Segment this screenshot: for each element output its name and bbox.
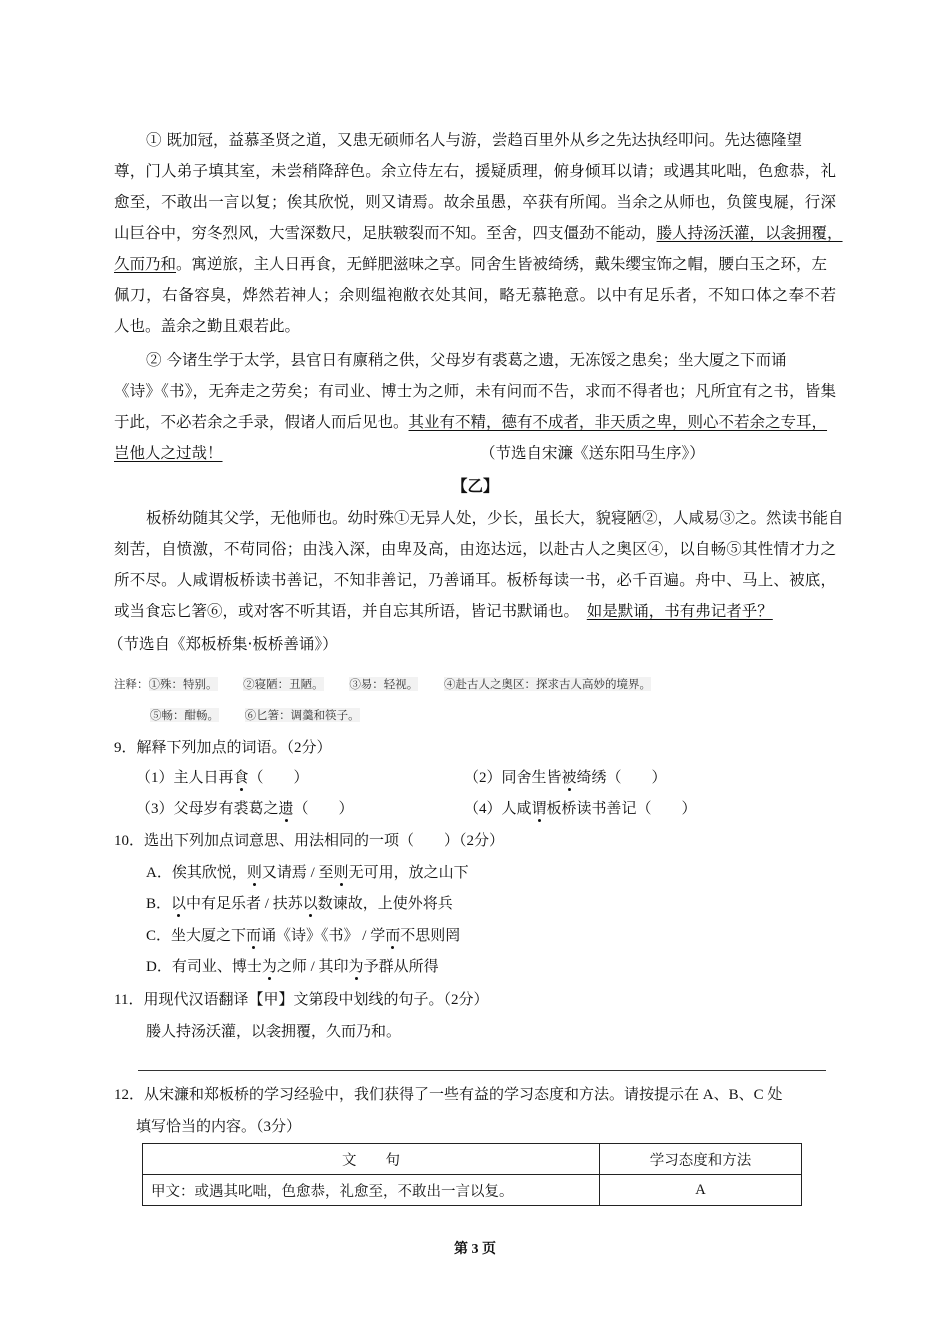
- answer-line[interactable]: [138, 1070, 826, 1071]
- question-10-stem: 10．选出下列加点词意思、用法相同的一项（ ）（2分）: [114, 833, 505, 849]
- dotted-word: 谓: [531, 801, 547, 817]
- question-12-stem-line2: 填写恰当的内容。（3分）: [136, 1119, 302, 1135]
- table-row: [143, 1175, 802, 1206]
- table-header-row: [143, 1144, 802, 1175]
- underlined-sentence-end: 岂他人之过哉！: [114, 444, 223, 462]
- dotted-word: 食: [233, 770, 249, 786]
- passage-yi-line2: 刻苦，自愤激，不苟同俗；由浅入深，由卑及高，由迩达远，以赴古人之奥区④，以自畅⑤其性情才力之: [114, 540, 836, 558]
- dotted-word: 被: [561, 770, 577, 786]
- notes-line1: 注释：①殊：特别。 ②寝陋：丑陋。 ③易：轻视。 ④赴古人之奥区：探求古人高妙的境界。: [114, 677, 651, 691]
- underlined-sentence-end: 久而乃和: [114, 255, 177, 273]
- question-10-option-c: C．坐大厦之下而诵《诗》《书》 / 学而不思则罔: [146, 928, 461, 944]
- passage-jia-p1-line4: 山巨谷中，穷冬烈风，大雪深数尺，足肤皲裂而不知。至舍，四支僵劲不能动，媵人持汤沃灌，以衾拥覆，: [114, 224, 843, 242]
- table-header: 学习态度和方法: [600, 1144, 802, 1175]
- passage-jia-p2-line1: ② 今诸生学于太学，县官日有廪稍之供，父母岁有裘葛之遗，无冻馁之患矣；坐大厦之下而诵: [146, 351, 787, 369]
- question-12-stem-line1: 12．从宋濂和郑板桥的学习经验中，我们获得了一些有益的学习态度和方法。请按提示在 A、B、C 处: [114, 1087, 783, 1103]
- paragraph-marker: ①: [146, 131, 162, 149]
- question-11-sentence: 媵人持汤沃灌，以衾拥覆，久而乃和。: [146, 1024, 402, 1040]
- passage-jia-p2-line3: 于此，不必若余之手录，假诸人而后见也。其业有不精，德有不成者，非天质之卑，则心不若余之专耳，: [114, 413, 828, 431]
- passage-jia-p1-line3: 愈至，不敢出一言以复；俟其欣悦，则又请焉。故余虽愚，卒获有所闻。当余之从师也，负箧曳屣，行深: [114, 193, 836, 211]
- dotted-word: 而: [385, 928, 401, 944]
- passage-jia-p1-line5: 久而乃和。寓逆旅，主人日再食，无鲜肥滋味之享。同舍生皆被绮绣，戴朱缨宝饰之帽，腰白玉之环，左: [114, 255, 828, 273]
- passage-yi-line1: 板桥幼随其父学，无他师也。幼时殊①无异人处，少长，虽长大，貌寝陋②，人咸易③之。然读书能自: [146, 509, 844, 527]
- question-9-item-4: （4）人咸谓板桥读书善记（ ）: [464, 801, 697, 817]
- question-9-stem: 9．解释下列加点的词语。（2分）: [114, 740, 332, 756]
- heading-yi: 【乙】: [452, 476, 499, 495]
- passage-yi-line3: 所不尽。人咸谓板桥读书善记，不知非善记，乃善诵耳。板桥每读一书，必千百遍。舟中、马上、被底，: [114, 571, 836, 589]
- passage-jia-p2-line4: [114, 443, 223, 463]
- underlined-sentence: 如是默诵，书有弗记者乎？: [586, 602, 773, 620]
- dotted-word: 而: [246, 928, 262, 944]
- table-header: 文 句: [143, 1144, 600, 1175]
- underlined-sentence: 其业有不精，德有不成者，非天质之卑，则心不若余之专耳，: [408, 413, 828, 431]
- passage-jia-p1-line1: ① 既加冠，益慕圣贤之道，又患无硕师名人与游，尝趋百里外从乡之先达执经叩问。先达德隆望: [146, 131, 802, 149]
- page-number: 第 3 页: [454, 1242, 496, 1257]
- underlined-sentence: 媵人持汤沃灌，以衾拥覆，: [656, 224, 843, 242]
- passage-jia-p1-line6: 佩刀，右备容臭，烨然若神人；余则缊袍敝衣处其间，略无慕艳意。以中有足乐者，不知口体之奉不若: [114, 286, 836, 304]
- question-10-option-b: B．以中有足乐者 / 扶苏以数谏故，上使外将兵: [146, 896, 453, 912]
- passage-jia-p1-line2: 尊，门人弟子填其室，未尝稍降辞色。余立侍左右，援疑质理，俯身倾耳以请；或遇其叱咄，色愈恭，礼: [114, 162, 836, 180]
- source-jia: （节选自宋濂《送东阳马生序》）: [480, 444, 705, 462]
- table-cell: 甲文：或遇其叱咄，色愈恭，礼愈至，不敢出一言以复。: [143, 1175, 600, 1206]
- notes-line2: ⑤畅：酣畅。 ⑥匕箸：调羹和筷子。: [150, 708, 360, 722]
- passage-yi-line4: 或当食忘匕箸⑥，或对客不听其语，并自忘其所语，皆记书默诵也。 如是默诵，书有弗记者乎？: [114, 602, 773, 620]
- table-cell-answer[interactable]: A: [600, 1175, 802, 1206]
- dotted-word: 则: [246, 865, 262, 881]
- question-9-item-1: （1）主人日再食（ ）: [136, 770, 309, 786]
- passage-jia-p2-line2: 《诗》《书》，无奔走之劳矣；有司业、博士为之师，未有问而不告，求而不得者也；凡所宜有之书，皆集: [114, 382, 836, 400]
- answer-table: [142, 1143, 802, 1206]
- dotted-word: 以: [302, 896, 318, 912]
- question-10-option-d: D．有司业、博士为之师 / 其印为予群从所得: [146, 959, 439, 975]
- source-yi: （节选自《郑板桥集·板桥善诵》）: [108, 635, 338, 653]
- notes-label: 注释：: [114, 677, 149, 691]
- question-11-stem: 11．用现代汉语翻译【甲】文第段中划线的句子。（2分）: [114, 992, 489, 1008]
- dotted-word: 为: [348, 959, 364, 975]
- dotted-word: 则: [333, 865, 349, 881]
- passage-jia-p1-line7: 人也。盖余之勤且艰若此。: [114, 317, 301, 335]
- dotted-word: 遗: [278, 801, 294, 817]
- question-9-item-2: （2）同舍生皆被绮绣（ ）: [464, 770, 667, 786]
- paragraph-marker: ②: [146, 351, 162, 369]
- question-10-option-a: A．俟其欣悦，则又请焉 / 至则无可用，放之山下: [146, 865, 469, 881]
- dotted-word: 以: [171, 896, 187, 912]
- dotted-word: 为: [261, 959, 277, 975]
- question-9-item-3: （3）父母岁有裘葛之遗（ ）: [136, 801, 354, 817]
